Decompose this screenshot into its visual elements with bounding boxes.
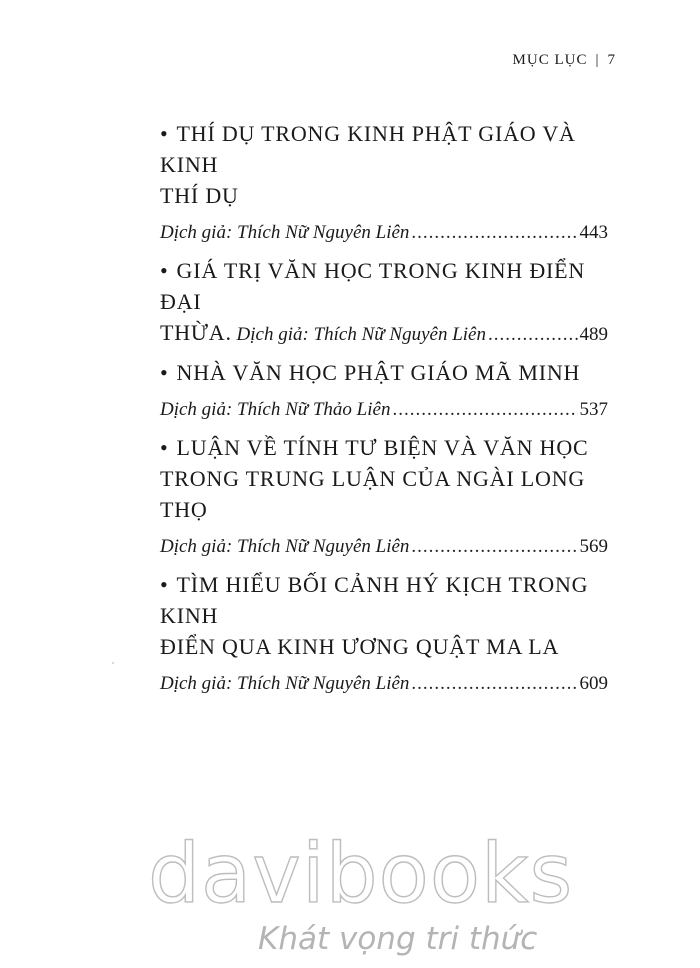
toc-translator: Dịch giả: Thích Nữ Nguyên Liên: [160, 673, 410, 694]
toc-title-line: TÌM HIỂU BỐI CẢNH HÝ KỊCH TRONG KINH: [160, 572, 589, 628]
bullet-icon: •: [160, 258, 169, 283]
watermark: [0, 820, 700, 968]
toc-page-number: 443: [579, 222, 608, 243]
toc-page-number: 569: [579, 536, 608, 557]
bullet-icon: •: [160, 435, 169, 460]
header-section-title: MỤC LỤC: [512, 52, 588, 68]
toc-entry-title: [160, 118, 608, 211]
toc-title-line: ĐIỂN QUA KINH ƯƠNG QUẬT MA LA: [160, 634, 560, 659]
toc-title-line: GIÁ TRỊ VĂN HỌC TRONG KINH ĐIỂN ĐẠI: [160, 258, 586, 314]
toc-title-line: LUẬN VỀ TÍNH TƯ BIỆN VÀ VĂN HỌC: [176, 435, 589, 460]
toc-title-line: THÍ DỤ: [160, 183, 239, 208]
toc-page-number: 537: [579, 399, 608, 420]
toc-entry-line[interactable]: [160, 317, 608, 350]
dot-leader: [392, 394, 577, 425]
watermark-tagline: Khát vọng tri thức: [258, 921, 538, 957]
running-header: [513, 52, 616, 69]
toc-title-line: NHÀ VĂN HỌC PHẬT GIÁO MÃ MINH: [176, 360, 581, 385]
toc-translator: Dịch giả: Thích Nữ Thảo Liên: [160, 399, 391, 420]
toc-entry-title: [160, 432, 608, 525]
toc-translator: Dịch giả: Thích Nữ Nguyên Liên: [160, 222, 410, 243]
toc-title-line: TRONG TRUNG LUẬN CỦA NGÀI LONG THỌ: [160, 466, 586, 522]
toc-entry-line[interactable]: [160, 668, 608, 699]
dot-leader: [411, 668, 577, 699]
toc-translator: Dịch giả: Thích Nữ Nguyên Liên: [160, 536, 410, 557]
toc-page-number: 489: [579, 324, 608, 345]
toc-title-line: THỪA.: [160, 320, 232, 345]
bullet-icon: •: [160, 121, 169, 146]
watermark-logo: davibooks: [148, 827, 574, 922]
toc-translator: Dịch giả: Thích Nữ Nguyên Liên: [236, 324, 486, 345]
toc-entry-title: [160, 569, 608, 662]
header-separator: |: [595, 52, 600, 68]
dot-leader: [411, 217, 577, 248]
toc-entry-line[interactable]: [160, 217, 608, 248]
bullet-icon: •: [160, 360, 169, 385]
paper-speck: [112, 662, 114, 664]
toc-title-line: THÍ DỤ TRONG KINH PHẬT GIÁO VÀ KINH: [160, 121, 576, 177]
dot-leader: [488, 319, 578, 350]
bullet-icon: •: [160, 572, 169, 597]
header-page-number: 7: [607, 52, 616, 68]
dot-leader: [411, 531, 577, 562]
toc-entry-title: [160, 357, 608, 388]
toc-entry-line[interactable]: [160, 531, 608, 562]
table-of-contents: [160, 118, 608, 699]
toc-entry-line[interactable]: [160, 394, 608, 425]
toc-page-number: 609: [579, 673, 608, 694]
toc-entry-title: [160, 255, 608, 317]
